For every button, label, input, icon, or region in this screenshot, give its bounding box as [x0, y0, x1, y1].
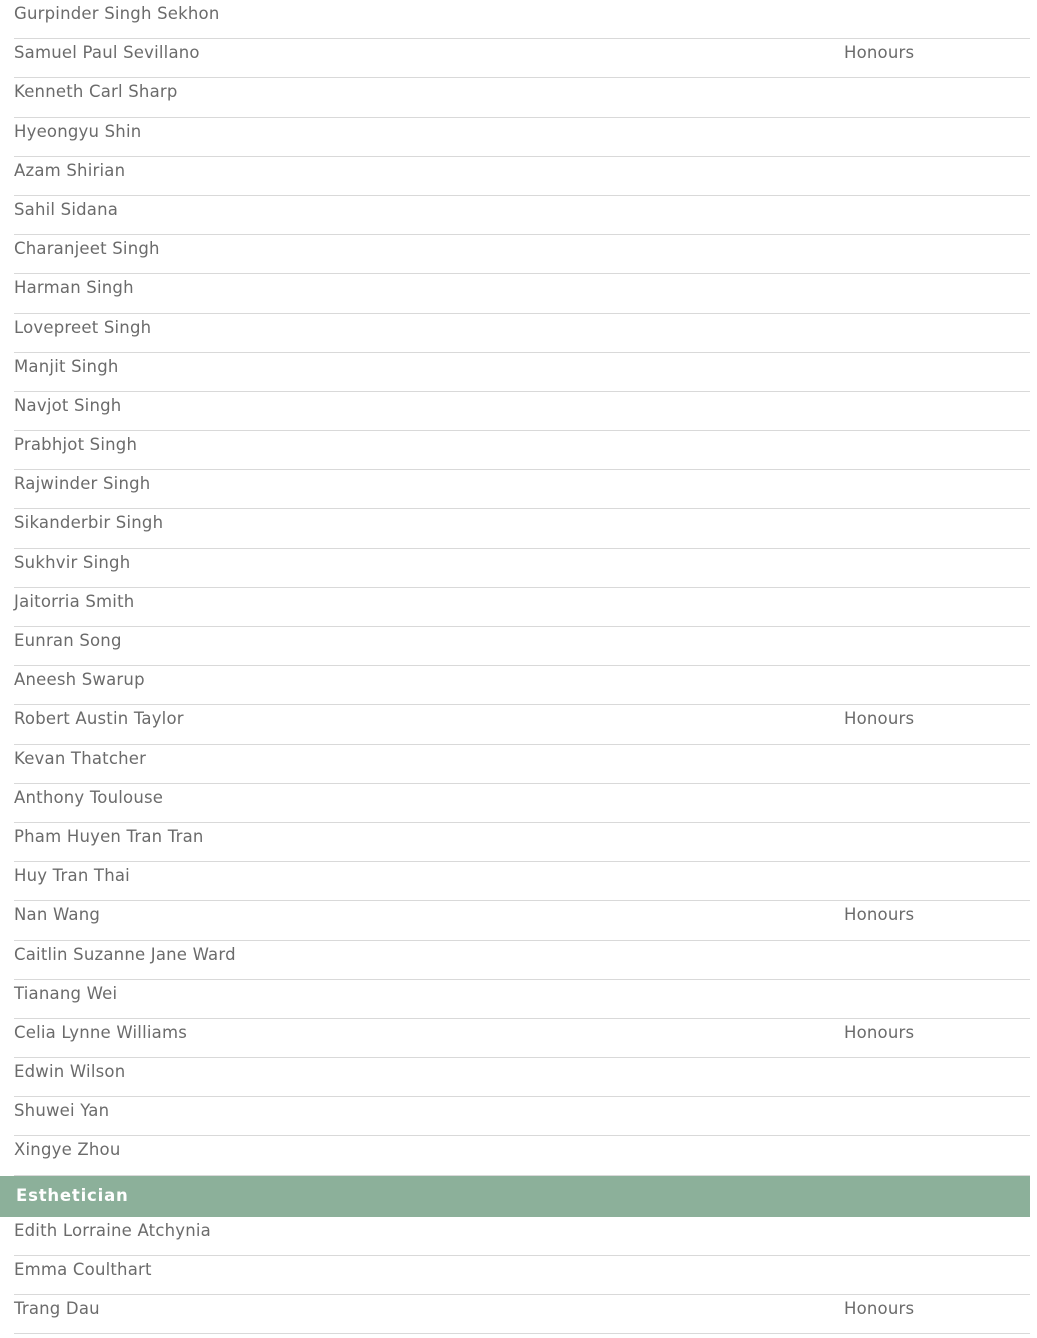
graduate-row — [14, 353, 1030, 392]
graduate-name: Harman Singh — [14, 278, 134, 298]
graduate-row — [14, 705, 1030, 744]
graduate-row — [14, 392, 1030, 431]
graduate-name: Robert Austin Taylor — [14, 709, 184, 729]
graduate-row — [14, 784, 1030, 823]
graduate-row — [14, 862, 1030, 901]
graduate-row — [14, 823, 1030, 862]
graduate-name: Nan Wang — [14, 905, 101, 925]
graduate-name: Manjit Singh — [14, 356, 119, 376]
graduate-name: Lovepreet Singh — [14, 317, 152, 337]
honours-label: Honours — [844, 905, 915, 925]
graduates-list-esthetician — [0, 1217, 1037, 1335]
graduate-name: Emma Coulthart — [14, 1259, 152, 1279]
graduate-name: Shuwei Yan — [14, 1101, 110, 1121]
graduate-row — [14, 1097, 1030, 1136]
graduate-name: Hyeongyu Shin — [14, 121, 142, 141]
graduate-name: Sikanderbir Singh — [14, 513, 164, 533]
graduate-name: Xingye Zhou — [14, 1140, 121, 1160]
graduate-name: Samuel Paul Sevillano — [14, 43, 200, 63]
graduate-name: Edwin Wilson — [14, 1062, 126, 1082]
graduate-row — [14, 549, 1030, 588]
graduate-name: Trang Dau — [14, 1299, 100, 1318]
graduate-name: Charanjeet Singh — [14, 239, 160, 259]
graduate-row — [14, 509, 1030, 548]
graduate-row — [14, 78, 1030, 117]
graduate-row — [14, 431, 1030, 470]
graduate-row — [14, 1058, 1030, 1097]
graduate-row — [14, 941, 1030, 980]
graduate-name: Aneesh Swarup — [14, 670, 145, 690]
section-header-esthetician — [0, 1176, 1030, 1217]
graduate-name: Sukhvir Singh — [14, 552, 131, 572]
graduate-row — [14, 196, 1030, 235]
graduate-row — [14, 0, 1030, 39]
graduate-row — [14, 274, 1030, 313]
graduate-name: Gurpinder Singh Sekhon — [14, 4, 220, 23]
graduate-name: Huy Tran Thai — [14, 866, 130, 886]
graduate-name: Pham Huyen Tran Tran — [14, 826, 204, 846]
graduate-row — [14, 118, 1030, 157]
graduate-row — [14, 235, 1030, 274]
graduate-row — [14, 1256, 1030, 1295]
graduate-name: Tianang Wei — [14, 983, 118, 1003]
graduate-row — [14, 901, 1030, 940]
graduate-row — [14, 588, 1030, 627]
graduate-name: Sahil Sidana — [14, 199, 119, 219]
graduate-name: Azam Shirian — [14, 160, 126, 180]
graduate-name: Eunran Song — [14, 631, 122, 650]
graduate-name: Anthony Toulouse — [14, 787, 164, 807]
graduate-row — [14, 157, 1030, 196]
graduate-name: Kenneth Carl Sharp — [14, 82, 178, 102]
section-title: Esthetician — [16, 1185, 129, 1205]
graduate-row — [14, 314, 1030, 353]
honours-label: Honours — [844, 709, 915, 729]
graduate-row — [14, 1295, 1030, 1334]
graduate-row — [14, 1136, 1030, 1175]
honours-label: Honours — [844, 43, 915, 63]
graduate-name: Caitlin Suzanne Jane Ward — [14, 944, 236, 964]
honours-label: Honours — [844, 1022, 915, 1042]
graduate-name: Prabhjot Singh — [14, 435, 138, 455]
graduate-name: Jaitorria Smith — [14, 591, 135, 611]
graduate-name: Kevan Thatcher — [14, 748, 147, 768]
honours-label: Honours — [844, 1299, 915, 1318]
graduate-row — [14, 745, 1030, 784]
graduate-name: Celia Lynne Williams — [14, 1022, 188, 1042]
graduate-row — [14, 980, 1030, 1019]
graduate-name: Edith Lorraine Atchynia — [14, 1220, 211, 1240]
graduate-name: Rajwinder Singh — [14, 474, 151, 494]
graduate-name: Navjot Singh — [14, 395, 122, 415]
graduate-row — [14, 1217, 1030, 1256]
graduate-row — [14, 1019, 1030, 1058]
graduate-row — [14, 39, 1030, 78]
graduate-row — [14, 627, 1030, 666]
graduate-row — [14, 470, 1030, 509]
graduate-row — [14, 666, 1030, 705]
